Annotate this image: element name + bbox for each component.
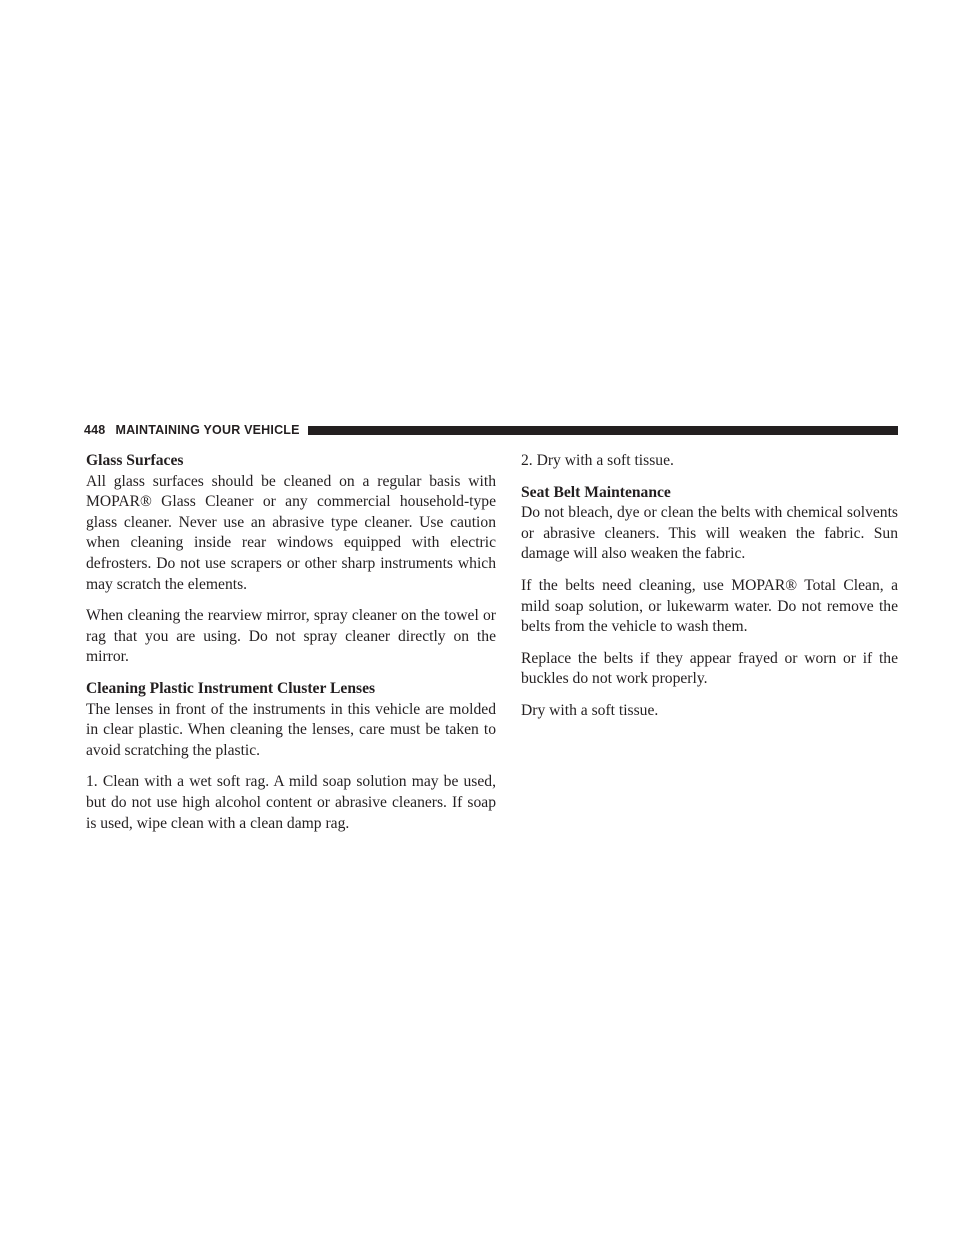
lenses-step-2: 2. Dry with a soft tissue. bbox=[521, 452, 674, 469]
lenses-paragraph-1: The lenses in front of the instruments in this vehicle are molded in clear plastic. When cleaning the lenses, care must be taken to avoid scratching the plastic. bbox=[86, 700, 496, 759]
glass-surfaces-heading: Glass Surfaces bbox=[86, 452, 184, 469]
section-title: MAINTAINING YOUR VEHICLE bbox=[115, 423, 300, 437]
header-rule bbox=[308, 426, 898, 435]
glass-paragraph-2: When cleaning the rearview mirror, spray cleaner on the towel or rag that you are using. Do not spray cleaner directly on the mirror. bbox=[86, 607, 496, 666]
right-column bbox=[521, 451, 898, 733]
page-header bbox=[84, 422, 898, 438]
seat-belt-heading: Seat Belt Maintenance bbox=[521, 483, 671, 501]
seat-belt-paragraph-2: If the belts need cleaning, use MOPAR® Total Clean, a mild soap solution, or lukewarm water. Do not remove the belts from the vehicle to wash them. bbox=[521, 576, 898, 636]
lenses-step-1: 1. Clean with a wet soft rag. A mild soap solution may be used, but do not use high alcohol content or abrasive cleaners. If soap is used, wipe clean with a clean damp rag. bbox=[86, 773, 496, 832]
page-number: 448 bbox=[84, 423, 106, 437]
glass-paragraph-1: All glass surfaces should be cleaned on a regular basis with MOPAR® Glass Cleaner or any commercial household-type glass cleaner. Never use an abrasive type cleaner. Use caution when cleaning inside rear windows equipped with electric defrosters. Do not use scrapers or other sharp instruments which may scratch the elements. bbox=[86, 472, 496, 593]
seat-belt-paragraph-1: Do not bleach, dye or clean the belts with chemical solvents or abrasive cleaners. This will weaken the fabric. Sun damage will also weaken the fabric. bbox=[521, 504, 898, 563]
seat-belt-paragraph-3: Replace the belts if they appear frayed or worn or if the buckles do not work properly. bbox=[521, 649, 898, 688]
lenses-heading: Cleaning Plastic Instrument Cluster Lenses bbox=[86, 679, 376, 697]
seat-belt-paragraph-4: Dry with a soft tissue. bbox=[521, 701, 659, 719]
left-column bbox=[86, 451, 496, 845]
